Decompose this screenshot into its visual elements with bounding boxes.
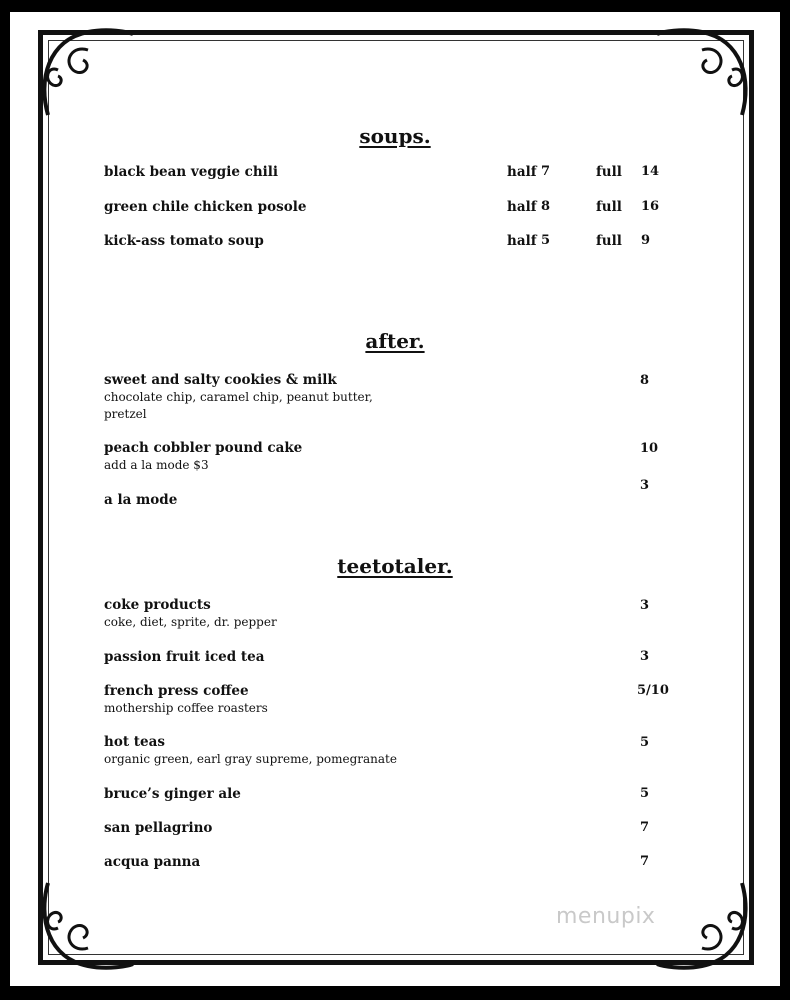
menu-item-soup [104, 164, 664, 181]
half-price: 8 [541, 199, 551, 214]
menu-item-soup [104, 233, 664, 250]
full-price: 9 [641, 233, 651, 248]
item-price: 3 [640, 598, 650, 613]
item-price: 10 [640, 441, 659, 456]
item-description: coke, diet, sprite, dr. pepper [104, 615, 277, 629]
half-label: half [507, 233, 537, 249]
section-heading-after: after. [365, 329, 425, 353]
item-name: black bean veggie chili [104, 164, 279, 180]
item-name: passion fruit iced tea [104, 649, 265, 665]
menu-item-drink [104, 734, 664, 768]
item-price: 5/10 [637, 683, 669, 698]
item-name: kick-ass tomato soup [104, 233, 264, 249]
half-price: 5 [541, 233, 551, 248]
item-name: peach cobbler pound cake [104, 440, 303, 456]
item-price: 3 [640, 649, 650, 664]
section-heading-teetotaler: teetotaler. [337, 554, 453, 578]
menu-item-dessert [104, 492, 664, 509]
menu-item-soup [104, 199, 664, 216]
item-price: 5 [640, 786, 650, 801]
item-price: 5 [640, 735, 650, 750]
menu-item-drink [104, 820, 664, 837]
item-description-continued: pretzel [104, 407, 147, 421]
menu-item-drink [104, 649, 664, 666]
corner-ornament-bottom-right [652, 868, 762, 978]
menu-item-drink [104, 854, 664, 871]
menu-item-dessert [104, 440, 664, 474]
full-label: full [596, 199, 622, 215]
full-price: 16 [641, 199, 660, 214]
item-name: san pellagrino [104, 820, 213, 836]
corner-ornament-top-right [652, 20, 762, 130]
corner-ornament-bottom-left [28, 868, 138, 978]
full-label: full [596, 233, 622, 249]
item-name: french press coffee [104, 683, 249, 699]
item-description: mothership coffee roasters [104, 701, 268, 715]
item-name: coke products [104, 597, 211, 613]
item-price: 8 [640, 373, 650, 388]
item-description: add a la mode $3 [104, 458, 209, 472]
item-price: 3 [640, 478, 650, 493]
item-name: a la mode [104, 492, 178, 508]
item-price: 7 [640, 820, 650, 835]
menu-item-drink [104, 597, 664, 631]
item-description: chocolate chip, caramel chip, peanut butter, [104, 390, 373, 404]
section-heading-soups: soups. [359, 124, 431, 148]
item-price: 7 [640, 854, 650, 869]
menu-item-dessert [104, 372, 664, 423]
item-name: bruce’s ginger ale [104, 786, 241, 802]
half-label: half [507, 164, 537, 180]
half-price: 7 [541, 164, 551, 179]
menu-item-drink [104, 786, 664, 803]
corner-ornament-top-left [28, 20, 138, 130]
watermark: menupix [556, 904, 656, 929]
item-name: sweet and salty cookies & milk [104, 372, 337, 388]
item-name: green chile chicken posole [104, 199, 307, 215]
menu-item-drink [104, 683, 664, 717]
item-name: hot teas [104, 734, 165, 750]
full-label: full [596, 164, 622, 180]
full-price: 14 [641, 164, 660, 179]
item-name: acqua panna [104, 854, 201, 870]
half-label: half [507, 199, 537, 215]
item-description: organic green, earl gray supreme, pomegranate [104, 752, 397, 766]
